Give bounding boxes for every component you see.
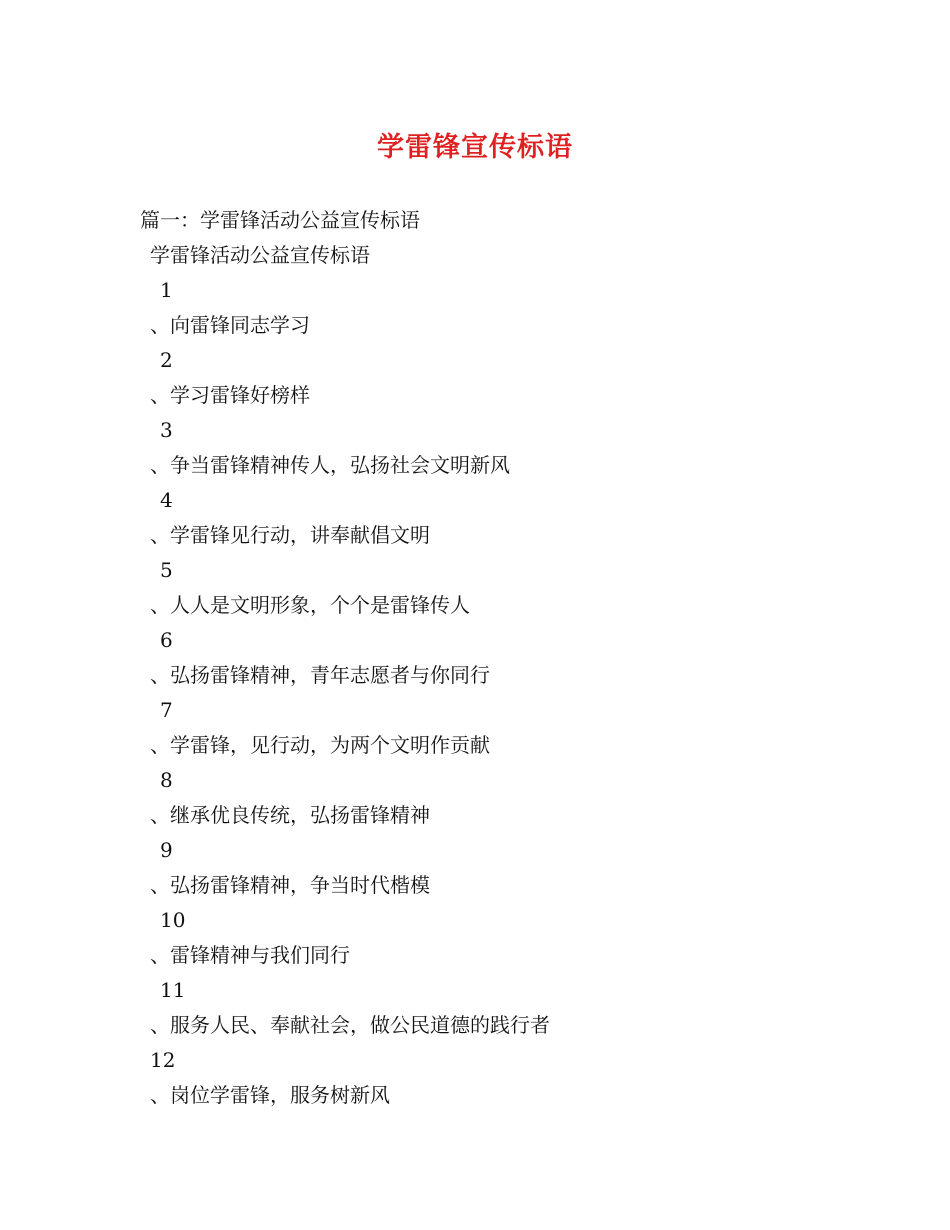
slogan-number: 3 <box>160 418 173 442</box>
slogan-list <box>150 273 850 1113</box>
document-title: 学雷锋宣传标语 <box>377 132 573 163</box>
slogan-text: 、学雷锋见行动，讲奉献倡文明 <box>150 523 430 547</box>
slogan-number: 2 <box>160 348 173 372</box>
slogan-text: 、岗位学雷锋，服务树新风 <box>150 1083 390 1107</box>
slogan-number: 6 <box>160 628 173 652</box>
slogan-number: 8 <box>160 768 173 792</box>
slogan-number: 11 <box>160 978 186 1002</box>
subheading: 学雷锋活动公益宣传标语 <box>150 243 370 267</box>
slogan-number: 5 <box>160 558 173 582</box>
slogan-text: 、雷锋精神与我们同行 <box>150 943 350 967</box>
slogan-text: 、弘扬雷锋精神，青年志愿者与你同行 <box>150 663 490 687</box>
slogan-number: 4 <box>160 488 173 512</box>
slogan-text: 、争当雷锋精神传人，弘扬社会文明新风 <box>150 453 510 477</box>
slogan-text: 、继承优良传统，弘扬雷锋精神 <box>150 803 430 827</box>
slogan-number: 10 <box>160 908 186 932</box>
slogan-text: 、学雷锋，见行动，为两个文明作贡献 <box>150 733 490 757</box>
slogan-text: 、向雷锋同志学习 <box>150 313 310 337</box>
slogan-text: 、弘扬雷锋精神，争当时代楷模 <box>150 873 430 897</box>
section-heading: 篇一：学雷锋活动公益宣传标语 <box>140 208 420 232</box>
slogan-number: 9 <box>160 838 173 862</box>
slogan-text: 、人人是文明形象，个个是雷锋传人 <box>150 593 470 617</box>
slogan-number: 12 <box>150 1048 176 1072</box>
slogan-text: 、学习雷锋好榜样 <box>150 383 310 407</box>
slogan-text: 、服务人民、奉献社会，做公民道德的践行者 <box>150 1013 550 1037</box>
slogan-number: 7 <box>160 698 173 722</box>
slogan-number: 1 <box>160 278 173 302</box>
